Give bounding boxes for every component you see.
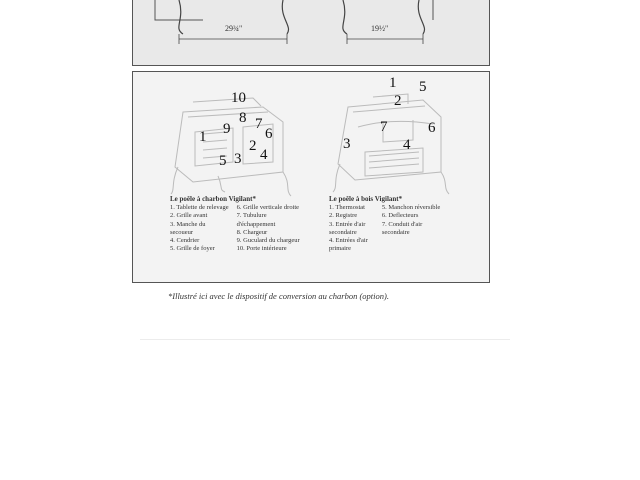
coal-stove-legend-title: Le poêle à charbon Vigilant* <box>170 195 256 203</box>
coal-stove-legend <box>170 195 300 253</box>
coal-part-number-9: 9 <box>223 121 231 137</box>
coal-legend-item: 9. Guculard du chargeur <box>236 237 300 245</box>
coal-part-number-6: 6 <box>265 126 273 142</box>
stove-parts-panel <box>132 71 490 283</box>
wood-legend-item: 5. Manchon réversible <box>381 204 441 212</box>
wood-part-number-5: 5 <box>419 79 427 95</box>
coal-legend-item: 3. Manche du <box>170 220 206 228</box>
coal-legend-col1 <box>170 204 229 253</box>
wood-part-number-6: 6 <box>428 120 436 136</box>
coal-part-number-8: 8 <box>239 110 247 126</box>
wood-part-number-7: 7 <box>380 119 388 135</box>
dimensions-panel <box>132 0 490 66</box>
coal-legend-item: 10. Porte intérieure <box>236 245 287 253</box>
wood-legend-item: secondaire <box>381 228 410 236</box>
wood-legend-item: 6. Deflecteurs <box>381 212 419 220</box>
wood-legend-item: 7. Conduit d'air <box>381 220 423 228</box>
coal-legend-item: 5. Grille de foyer <box>170 245 215 253</box>
coal-part-number-1: 1 <box>199 129 207 145</box>
wood-part-number-3: 3 <box>343 136 351 152</box>
coal-legend-item: 2. Grille avant <box>170 212 208 220</box>
coal-legend-col2 <box>237 204 300 253</box>
wood-legend-item: secondaire <box>329 228 357 236</box>
wood-legend-item: 2. Registre <box>329 212 358 220</box>
coal-legend-item: d'échappement <box>236 220 276 228</box>
wood-legend-item: primaire <box>329 245 352 253</box>
coal-legend-item: 7. Tubulure <box>236 212 267 220</box>
wood-stove-legend <box>329 195 440 253</box>
wood-legend-item: 1. Thermostat <box>329 204 365 212</box>
width-dimension-label: 29¾" <box>225 24 243 33</box>
coal-part-number-7: 7 <box>255 116 263 132</box>
stove-dimension-drawing <box>133 0 491 66</box>
coal-part-number-4: 4 <box>260 147 268 163</box>
page-divider <box>140 339 510 340</box>
coal-stove-illustration <box>171 98 291 196</box>
wood-stove-legend-title: Le poêle à bois Vigilant* <box>329 195 403 203</box>
coal-part-number-2: 2 <box>249 138 257 154</box>
wood-legend-col2 <box>382 204 440 253</box>
wood-part-number-2: 2 <box>394 93 402 109</box>
coal-legend-item: 6. Grille verticale droite <box>236 204 300 212</box>
conversion-caption: *Illustré ici avec le dispositif de conversion au charbon (option). <box>168 291 389 301</box>
coal-legend-item: 4. Cendrier <box>170 237 200 245</box>
wood-part-number-4: 4 <box>403 137 411 153</box>
coal-part-number-5: 5 <box>219 153 227 169</box>
wood-part-number-1: 1 <box>389 75 397 91</box>
wood-legend-col1 <box>329 204 368 253</box>
coal-legend-item: 8. Chargeur <box>236 228 268 236</box>
coal-legend-item: 1. Tablette de relevage <box>170 204 229 212</box>
coal-legend-item: secoueur <box>170 228 194 236</box>
wood-legend-item: 3. Entrée d'air <box>329 220 366 228</box>
wood-legend-item: 4. Entrées d'air <box>329 237 368 245</box>
coal-part-number-3: 3 <box>234 151 242 167</box>
coal-part-number-10: 10 <box>231 90 246 106</box>
depth-dimension-label: 19½" <box>371 24 389 33</box>
